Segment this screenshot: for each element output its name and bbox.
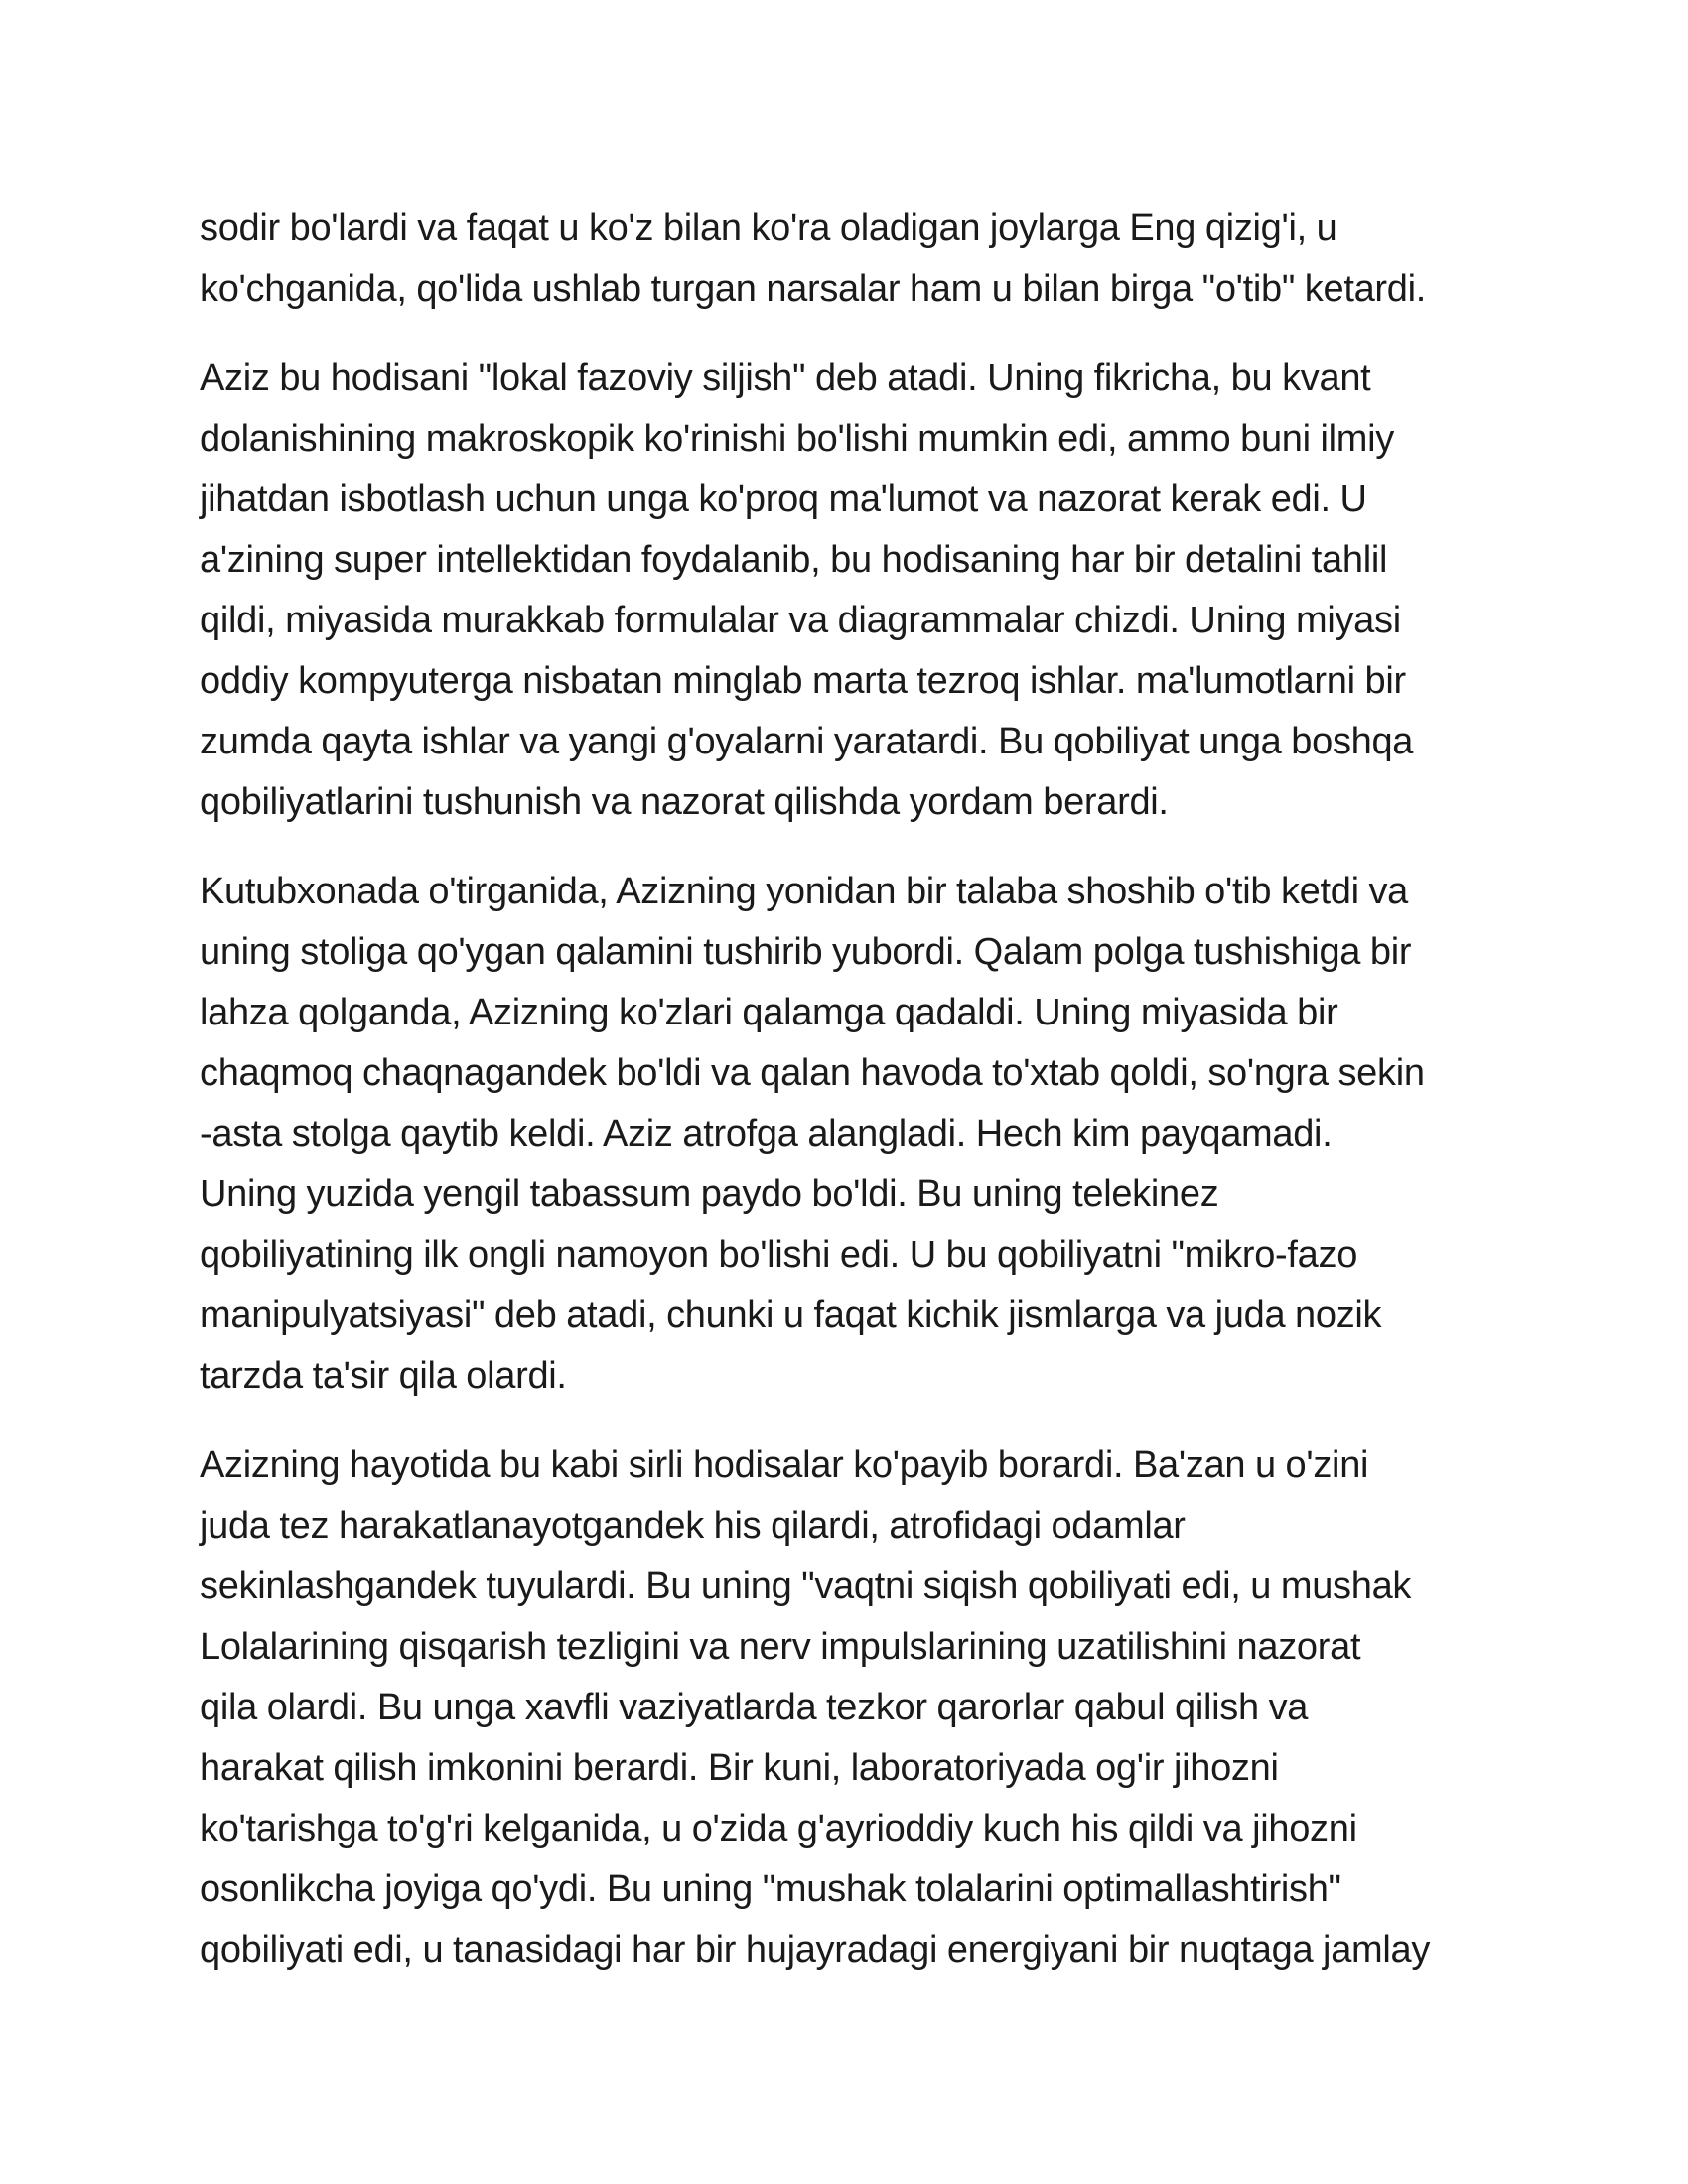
text-line: manipulyatsiyasi" deb atadi, chunki u faqat kichik jismlarga va juda nozik [200,1295,1382,1336]
text-line: chaqmoq chaqnagandek bo'ldi va qalan havoda to'xtab qoldi, so'ngra sekin [200,1052,1425,1094]
text-line: Kutubxonada o'tirganida, Azizning yonidan bir talaba shoshib o'tib ketdi va [200,871,1409,912]
text-line: qobiliyatining ilk ongli namoyon bo'lishi edi. U bu qobiliyatni "mikro-fazo [200,1234,1358,1276]
text-line: juda tez harakatlanayotgandek his qilardi, atrofidagi odamlar [200,1505,1186,1547]
paragraph-2 [200,348,1510,833]
paragraph-4 [200,1435,1510,1980]
text-line: qildi, miyasida murakkab formulalar va diagrammalar chizdi. Uning miyasi [200,600,1401,641]
text-line: ko'tarishga to'g'ri kelganida, u o'zida g'ayrioddiy kuch his qildi va jihozni [200,1808,1357,1849]
text-line: -asta stolga qaytib keldi. Aziz atrofga alangladi. Hech kim payqamadi. [200,1113,1333,1155]
text-line: Aziz bu hodisani "lokal fazoviy siljish" deb atadi. Uning fikricha, bu kvant [200,357,1371,399]
paragraph-3 [200,862,1510,1407]
text-line: Uning yuzida yengil tabassum paydo bo'ldi. Bu uning telekinez [200,1173,1219,1215]
text-line: qobiliyatlarini tushunish va nazorat qilishda yordam berardi. [200,781,1169,823]
text-line: Azizning hayotida bu kabi sirli hodisalar ko'payib borardi. Ba'zan u o'zini [200,1444,1369,1486]
text-line: oddiy kompyuterga nisbatan minglab marta tezroq ishlar. ma'lumotlarni bir [200,660,1406,702]
text-line: sekinlashgandek tuyulardi. Bu uning "vaqtni siqish qobiliyati edi, u mushak [200,1566,1412,1607]
paragraph-1 [200,199,1510,320]
text-line: jihatdan isbotlash uchun unga ko'proq ma'lumot va nazorat kerak edi. U [200,478,1367,520]
text-line: sodir bo'lardi va faqat u ko'z bilan ko'ra oladigan joylarga Eng qizig'i, u [200,207,1337,249]
text-line: uning stoliga qo'ygan qalamini tushirib yubordi. Qalam polga tushishiga bir [200,931,1412,973]
body-text [200,199,1510,2009]
text-line: Lolalarining qisqarish tezligini va nerv impulslarining uzatilishini nazorat [200,1626,1361,1668]
text-line: lahza qolganda, Azizning ko'zlari qalamga qadaldi. Uning miyasida bir [200,992,1338,1033]
text-line: qobiliyati edi, u tanasidagi har bir hujayradagi energiyani bir nuqtaga jamlay [200,1929,1431,1971]
text-line: zumda qayta ishlar va yangi g'oyalarni yaratardi. Bu qobiliyat unga boshqa [200,721,1414,762]
text-line: dolanishining makroskopik ko'rinishi bo'lishi mumkin edi, ammo buni ilmiy [200,418,1394,460]
text-line: osonlikcha joyiga qo'ydi. Bu uning "mushak tolalarini optimallashtirish" [200,1868,1341,1910]
text-line: qila olardi. Bu unga xavfli vaziyatlarda tezkor qarorlar qabul qilish va [200,1687,1309,1728]
text-line: harakat qilish imkonini berardi. Bir kuni, laboratoriyada og'ir jihozni [200,1747,1279,1789]
text-line: tarzda ta'sir qila olardi. [200,1355,567,1397]
text-line: ko'chganida, qo'lida ushlab turgan narsalar ham u bilan birga "o'tib" ketardi. [200,268,1427,310]
text-line: a'zining super intellektidan foydalanib, bu hodisaning har bir detalini tahlil [200,539,1388,581]
